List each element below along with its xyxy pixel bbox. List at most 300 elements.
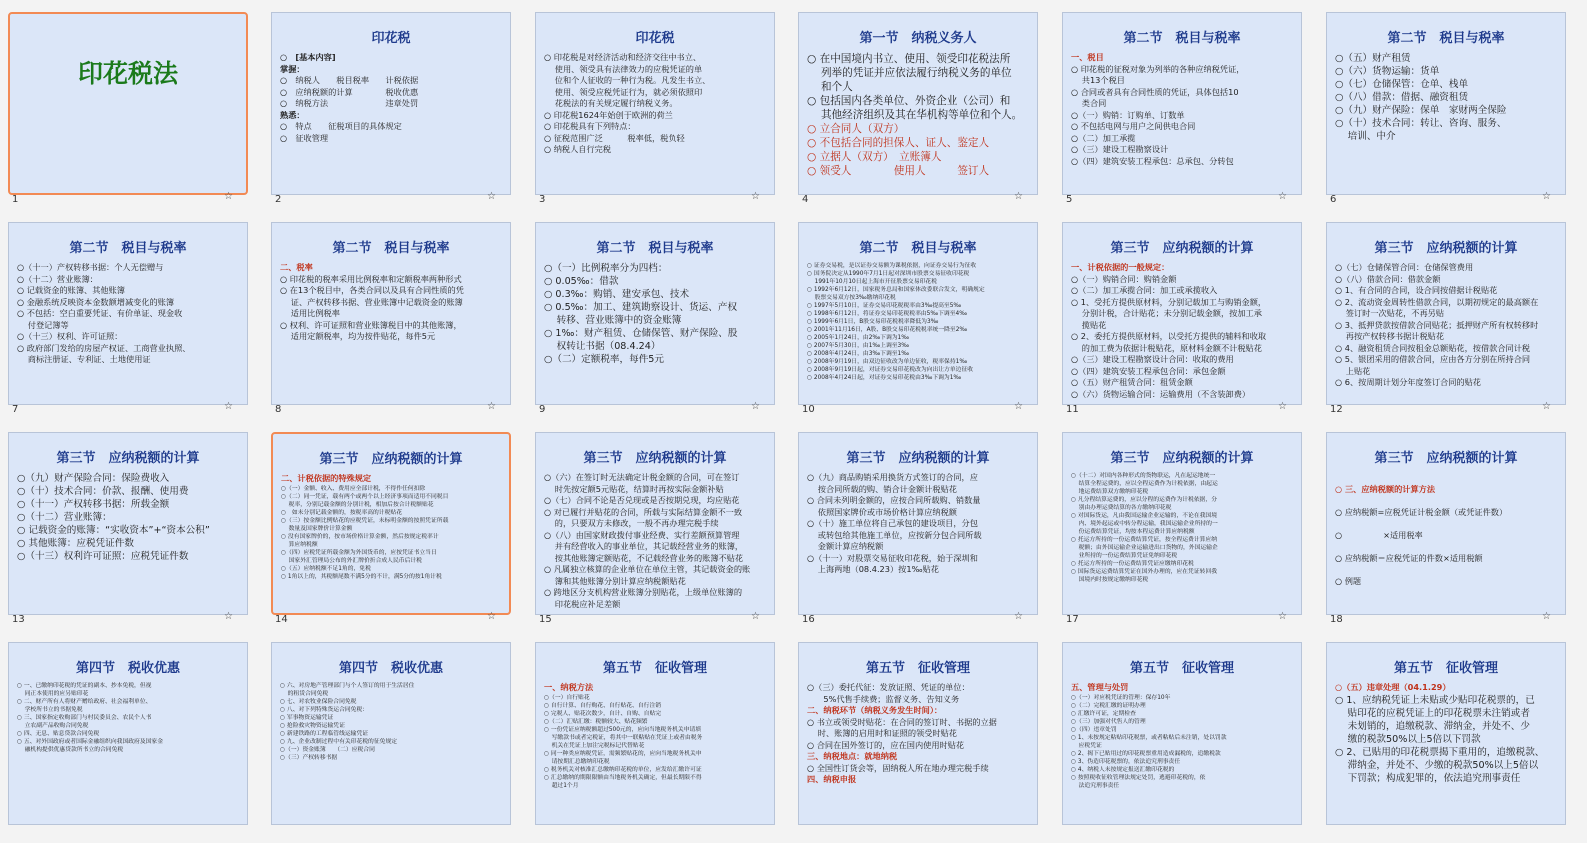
slide-thumbnail[interactable]: [535, 222, 775, 405]
slide-transition-star-icon[interactable]: ☆: [224, 611, 233, 622]
slide-text-line: 花税法的有关规定履行纳税义务。: [544, 98, 678, 108]
slide-body: [1071, 52, 1293, 167]
slide-body: [807, 682, 1029, 786]
slide-text-line: ○ 证券交易税，是以证券交易额为课税依据，向证券交易行为征收: [807, 263, 977, 269]
slide-title: 印花税: [371, 31, 411, 46]
slide-transition-star-icon[interactable]: ☆: [1014, 611, 1023, 622]
slide-text-line: 五、管理与处罚: [1071, 682, 1129, 692]
slide-text-line: ○ 五、对外国政府或者国际金融组织向我国政府及国家金: [17, 739, 164, 745]
slide-title: 印花税法: [77, 59, 178, 88]
slide-text-line: 分别计税，合计贴花；未分别记载金额，按加工承: [1071, 308, 1262, 318]
slide-text-line: 地运费结算双方缴纳印花税: [1071, 489, 1149, 495]
slide-title: 第五节 征收管理: [865, 661, 970, 676]
slide-transition-star-icon[interactable]: ☆: [751, 401, 760, 412]
slide-thumbnail-cell: [1318, 630, 1581, 840]
slide-text-line: ○（十一）对股票交易征收印花税，始于深圳和: [807, 552, 978, 563]
slide-text-line: 时、账簿的启用时和证照的领受时贴花: [807, 728, 957, 738]
slide-text-line: ○ 2001年11月16日，A股、B股交易印花税税率统一降至2‰: [807, 327, 968, 333]
slide-thumbnail[interactable]: [271, 432, 511, 615]
slide-text-line: 商标注册证、专利证、土地使用证: [17, 354, 151, 364]
slide-text-line: ○（五）财产租赁合同：租赁金额: [1071, 377, 1193, 387]
slide-title: 第四节 税收优惠: [338, 661, 443, 676]
slide-thumbnail-cell: [263, 210, 526, 420]
slide-thumbnail[interactable]: [271, 12, 511, 195]
slide-transition-star-icon[interactable]: ☆: [1278, 191, 1287, 202]
slide-body: [17, 472, 239, 563]
slide-text-line: ○（十）技术合同：价款、报酬、使用费: [17, 486, 189, 497]
slide-text-line: ○（十）施工单位将自己承包的建设项目，分包: [807, 518, 978, 528]
slide-text-line: 二、计税依据的特殊规定: [281, 473, 372, 483]
slide-text-line: 三、纳税地点：就地纳税: [807, 751, 898, 761]
slide-text-line: ○ 印花税的征税对象为列举的各种应纳税凭证，: [1071, 63, 1245, 74]
slide-text-line: ○（一）资金账簿 （二）应税合同: [280, 747, 375, 753]
slide-thumbnail-cell: [1318, 210, 1581, 420]
slide-text-line: ○ 军事物资运输凭证: [280, 715, 334, 721]
slide-text-line: 列举的凭证并应依法履行纳税义务的单位: [807, 67, 1012, 79]
slide-text-line: 的租赁合同免税: [280, 691, 329, 697]
slide-thumbnail-cell: [0, 420, 263, 630]
slide-thumbnail[interactable]: [798, 642, 1038, 825]
slide-number: 8: [275, 404, 282, 415]
slide-text-line: ○ 1、受托方提供原材料，分别记载加工与购销金额，: [1071, 296, 1267, 307]
slide-text-line: ○ 1999年6月1日，B股交易印花税税率降低为3‰: [807, 319, 939, 325]
slide-text-line: ○ 2008年4月24日起，对证券交易印花税由3‰下调为1‰: [807, 375, 962, 381]
slide-text-line: ○ 立据人（双方） 立账簿人: [807, 151, 942, 163]
slide-text-line: [1335, 518, 1557, 530]
slide-text-line: 付登记簿等: [17, 319, 69, 330]
slide-text-line: 掌握：: [280, 63, 305, 74]
slide-transition-star-icon[interactable]: ☆: [1542, 611, 1551, 622]
slide-transition-star-icon[interactable]: ☆: [751, 611, 760, 622]
slide-text-line: ○ 跨地区分支机构营业账簿分别贴花，上级单位账簿的: [544, 587, 743, 597]
slide-text-line: 未划销的，追缴税款、滞纳金，并处不、少: [1335, 720, 1530, 732]
slide-body: [807, 262, 1029, 382]
slide-body: [1071, 682, 1293, 790]
slide-body: [1335, 52, 1557, 143]
slide-text-line: [1335, 564, 1557, 576]
slide-text-line: ○（三）委托代征：发放证照、凭证的单位：: [807, 682, 970, 692]
slide-text-line: ○ 七、对农牧业保险合同免税: [280, 699, 357, 705]
slide-thumbnail-cell: [790, 420, 1053, 630]
slide-transition-star-icon[interactable]: ☆: [1014, 191, 1023, 202]
slide-text-line: ○（六）货物运输合同：运输费用（不含装卸费）: [1071, 388, 1251, 399]
slide-body: [1071, 472, 1293, 584]
slide-text-line: ○ 立合同人（双方）: [807, 123, 905, 135]
slide-text-line: ○（十三）权利、许可证照：: [17, 331, 123, 341]
slide-thumbnail[interactable]: [798, 222, 1038, 405]
slide-text-line: ○ 九、企业改制过程中有关印花税的征免规定: [280, 739, 398, 745]
slide-text-line: ○（二）加工承揽合同：加工或承揽收入: [1071, 285, 1218, 295]
slide-text-line: 业所持的一份运费结算凭证免纳印花税: [1071, 553, 1178, 559]
slide-text-line: ○ 没有国家牌价的，按市场价格计算金额，然后按规定税率计: [281, 533, 439, 540]
slide-text-line: 印花税应补足差额: [544, 598, 621, 609]
slide-title: 第二节 税目与税率: [1123, 31, 1241, 46]
slide-text-line: 簿和其他账簿分别计算应纳税额贴花: [544, 575, 686, 586]
slide-text-line: 国境内时按规定缴纳印花税: [1071, 577, 1149, 583]
slide-number: 7: [12, 404, 19, 415]
slide-text-line: 一、纳税方法: [544, 682, 594, 692]
slide-text-line: ○ 4、纳税人未按规定报送汇缴印花税的: [1071, 766, 1175, 773]
slide-transition-star-icon[interactable]: ☆: [487, 401, 496, 412]
slide-text-line: 国家外汇管理局公布的外汇牌价折合成人民币后计税: [281, 557, 422, 564]
slide-text-line: [1335, 472, 1557, 484]
slide-text-line: ○ 2008年9月19日起，对证券交易印花税改为向出让方单边征收: [807, 367, 974, 373]
slide-thumbnail[interactable]: [535, 12, 775, 195]
slide-text-line: ○（二）加工承揽: [1071, 132, 1136, 143]
slide-text-line: 权转让书据（08.4.24）: [544, 341, 661, 352]
slide-text-line: 算应纳税额: [281, 541, 318, 548]
slide-text-line: ○（二）汇贴汇缴：税额较大、贴花频繁: [544, 718, 648, 725]
slide-body: [1335, 262, 1557, 389]
slide-thumbnail[interactable]: [8, 12, 248, 195]
slide-text-line: ○ 同一种类应纳税凭证，需频繁贴花的，应向当地税务机关申: [544, 750, 702, 757]
slide-transition-star-icon[interactable]: ☆: [224, 191, 233, 202]
slide-text-line: ○（八）借款合同：借款金额: [1335, 273, 1441, 284]
slide-transition-star-icon[interactable]: ☆: [1542, 191, 1551, 202]
slide-text-line: 超过1个月: [544, 782, 579, 789]
slide-text-line: ○（四）建筑安装工程承包合同：承包金额: [1071, 365, 1226, 376]
slide-text-line: 1991年10月10日起上海市开征股票交易印花税: [807, 279, 937, 285]
slide-text-line: ○ 征税范围广泛 税率低，税负轻: [544, 132, 685, 143]
slide-text-line: ○ 托运方所持的一份运费结算凭证应缴纳印花税: [1071, 561, 1194, 567]
slide-transition-star-icon[interactable]: ☆: [224, 401, 233, 412]
slide-text-line: ○ 0.5‰：加工、建筑勘察设计、货运、产权: [544, 302, 738, 313]
slide-text-line: 类合同: [1071, 98, 1107, 108]
slide-text-line: ○（七）仓储保管合同：仓储保管费用: [1335, 262, 1474, 272]
slide-thumbnail[interactable]: [271, 642, 511, 825]
slide-text-line: ○ 税务机关对核准汇总缴纳印花税的单位，应发给汇缴许可证: [544, 766, 702, 773]
slide-number: 6: [1330, 194, 1337, 205]
slide-text-line: 同正本使用的应另贴印花: [17, 691, 89, 697]
slide-text-line: ○ 包括国内各类单位、外资企业（公司）和: [807, 95, 1011, 107]
slide-text-line: 二、税率: [280, 262, 313, 272]
slide-text-line: ○ 1、未按规定粘贴印花税票，或者粘贴后未注销，处以罚款: [1071, 734, 1227, 741]
slide-number: 1: [12, 194, 19, 205]
slide-text-line: ○（一）自行贴花: [544, 694, 590, 701]
slide-body: [807, 472, 1029, 576]
slide-text-line: 培训、中介: [1335, 131, 1396, 142]
slide-body: [544, 682, 766, 790]
slide-thumbnail[interactable]: [8, 642, 248, 825]
slide-text-line: 二、纳税环节（纳税义务发生时间）：: [807, 705, 943, 715]
slide-text-line: 一、计税依据的一般规定：: [1071, 262, 1170, 272]
slide-text-line: 上贴花: [1335, 365, 1371, 376]
slide-text-line: ○ 应纳税额=应税凭证计税金额（或凭证件数）: [1335, 506, 1508, 517]
slide-text-line: 或转包给其他施工单位，应按新分包合同所载: [807, 529, 982, 540]
slide-number: 18: [1330, 614, 1343, 625]
slide-text-line: ○（八）由国家财政拨付事业经费、实行差额预算管理: [544, 529, 740, 540]
slide-text-line: ○ 汇缴许可证，定期检查: [1071, 710, 1136, 717]
slide-thumbnail[interactable]: [798, 432, 1038, 615]
slide-text-line: ○（六）在签订时无法确定计税金额的合同，可在签订: [544, 472, 740, 482]
slide-text-line: ○（十二）对国内各种形式的货物联运，凡在起运地统一: [1071, 473, 1216, 479]
slide-text-line: ○ 权利、许可证照和营业账簿税目中的其他账簿，: [280, 319, 462, 330]
slide-text-line: ○ 在13个税目中，各类合同以及具有合同性质的凭: [280, 285, 464, 295]
slide-text-line: ○ 六、对房地产管理部门与个人签订的用于生活居住: [280, 683, 415, 689]
slide-text-line: 缴的税款50%以上5倍以下罚款: [1335, 733, 1481, 745]
slide-text-line: ○（八）借款：借据、融资租赁: [1335, 92, 1469, 103]
slide-text-line: ○（三）产权转移书据: [280, 755, 338, 761]
slide-body: [17, 682, 239, 754]
slide-number: 10: [802, 404, 815, 415]
slide-text-line: 的加工费为依据计税贴花，原材料金额不计税贴花: [1071, 342, 1262, 353]
slide-thumbnail-cell: [263, 0, 526, 210]
slide-thumbnail[interactable]: [1326, 642, 1566, 825]
slide-text-line: ○ 特点 征税项目的具体规定: [280, 121, 402, 131]
slide-text-line: 贴印花的应税凭证上的印花税票未注销或者: [1335, 707, 1530, 719]
slide-text-line: ○（三）建设工程勘察设计合同：收取的费用: [1071, 354, 1234, 364]
slide-text-line: ○（二）同一凭证，载有两个或两个以上经济事项而适用不同税目: [281, 493, 449, 500]
slide-thumbnail[interactable]: [1326, 222, 1566, 405]
slide-text-line: ○（十一）产权转移书据：所载金额: [17, 499, 170, 510]
slide-text-line: 熟悉：: [280, 109, 305, 120]
slide-text-line: 机关在凭证上加注完税标记代替贴花: [544, 742, 645, 749]
slide-text-line: ○ 0.3‰：购销、建安承包、技术: [544, 289, 690, 300]
slide-body: [544, 262, 766, 366]
slide-number: 2: [275, 194, 282, 205]
slide-text-line: 法追究刑事责任: [1071, 782, 1120, 789]
slide-text-line: 税额；由外国运输企业运输进出口货物的，外国运输企: [1071, 545, 1218, 551]
slide-text-line: ○ 汇总缴纳的期限限额由当地税务机关确定，但最长期限不得: [544, 774, 702, 781]
slide-text-line: ○（七）合同不论是否兑现或是否按期兑现，均应贴花: [544, 495, 740, 505]
slide-text-line: ○ 一、已缴纳印花税的凭证的副本、抄本免税，但视: [17, 683, 152, 689]
slide-text-line: ○ 按照税收征收管理法规定处罚，逃避印花税的，依: [1071, 774, 1206, 781]
slide-text-line: ○ 凡属独立核算的企业单位在单位主管，其记载资金的账: [544, 564, 751, 574]
slide-text-line: ○ 金融系统反映资本金数额增减变化的账簿: [17, 296, 175, 307]
slide-thumbnail-cell: [790, 630, 1053, 840]
slide-transition-star-icon[interactable]: ☆: [487, 191, 496, 202]
slide-text-line: ○ 纳税方法 违章处罚: [280, 98, 419, 108]
slide-text-line: 共13个税目: [1071, 75, 1125, 85]
slide-text-line: 上海两地（08.4.23）按1‰贴花: [807, 564, 939, 574]
slide-text-line: ○（十二）营业账簿：: [17, 512, 112, 523]
slide-text-line: 时先按定额5元贴花，结算时再按实际金额补贴: [544, 483, 724, 494]
slide-title: 第三节 应纳税额的计算: [1374, 451, 1518, 466]
slide-transition-star-icon[interactable]: ☆: [1278, 401, 1287, 412]
slide-text-line: 数量及国家牌价计算金额: [281, 525, 353, 532]
slide-text-line: ○ 新建铁路的工程临管线运输凭证: [280, 731, 369, 737]
slide-number: 12: [1330, 404, 1343, 415]
slide-text-line: ○（九）商品购销采用换货方式签订的合同，应: [807, 472, 978, 482]
slide-transition-star-icon[interactable]: ☆: [1542, 401, 1551, 412]
slide-text-line: ○ 国际货运运费结算凭证在国外办理的，应在凭证转回我: [1071, 569, 1218, 575]
slide-text-line: ○ 印花税是对经济活动和经济交往中书立、: [544, 52, 702, 62]
slide-body: [1335, 682, 1557, 785]
slide-title: 第一节 纳税义务人: [859, 31, 977, 46]
slide-thumbnail-cell: [527, 0, 790, 210]
slide-text-line: ○（四）违章处罚: [1071, 726, 1117, 733]
slide-text-line: ○ 2007年5月30日，由1‰上调至3‰: [807, 343, 910, 349]
slide-thumbnail-cell: [527, 420, 790, 630]
slide-text-line: ○ 书立或领受时贴花：在合同的签订时、书据的立据: [807, 716, 997, 727]
slide-text-line: ○ 印花税1624年始创于欧洲的荷兰: [544, 109, 673, 120]
slide-text-line: [1335, 495, 1557, 507]
slide-thumbnail[interactable]: [535, 432, 775, 615]
slide-text-line: ○ 纳税人 税目税率 计税依据: [280, 75, 419, 85]
slide-text-line: ○ 印花税的税率采用比例税率和定额税率两种形式: [280, 273, 462, 284]
slide-thumbnail-cell: [1318, 0, 1581, 210]
slide-number: 3: [539, 194, 546, 205]
slide-text-line: 和个人: [807, 81, 853, 93]
slide-text-line: 使用、领受具有法律效力的应税凭证的单: [544, 63, 703, 74]
slide-text-line: ○ 1992年6月12日，国家税务总局和国家体改委联合发文，明确规定: [807, 287, 985, 293]
slide-text-line: 揽贴花: [1071, 319, 1107, 330]
slide-title: 第五节 征收管理: [1393, 661, 1498, 676]
slide-text-line: ○ 合同未列明金额的，应按合同所载购、销数量: [807, 495, 981, 505]
slide-thumbnail-cell: [263, 420, 526, 630]
slide-text-line: ○ 1‰：财产租赁、仓储保管、财产保险、股: [544, 328, 738, 339]
slide-title: 第二节 税目与税率: [332, 241, 450, 256]
slide-text-line: ○（一）购销：订购单、订数单: [1071, 109, 1185, 120]
slide-text-line: ○（十二）营业账簿：: [17, 273, 98, 284]
slide-text-line: ○ 不包括：空白重要凭证、有价单证、现金收: [17, 308, 183, 318]
slide-body: [544, 52, 766, 156]
slide-text-line: ○ 八、对下列特殊货运合同免税：: [280, 707, 369, 713]
slide-text-line: 滞纳金，并处不、少缴的税款50%以上5倍以: [1335, 759, 1539, 771]
slide-text-line: ○（九）财产保险合同：保险费收入: [17, 473, 170, 484]
slide-thumbnail-cell: [0, 630, 263, 840]
slide-title: 第三节 应纳税额的计算: [1110, 241, 1254, 256]
slide-text-line: ○ 不包括电网与用户之间供电合同: [1071, 121, 1196, 131]
slide-transition-star-icon[interactable]: ☆: [1014, 401, 1023, 412]
slide-text-line: ○ 不包括合同的担保人、证人、鉴定人: [807, 137, 990, 149]
slide-text-line: 一、税目: [1071, 52, 1104, 62]
slide-text-line: 证、产权转移书据、营业账簿中记载资金的账簿: [280, 296, 463, 307]
slide-text-line: ○（九）财产保险：保单 家财两全保险: [1335, 105, 1507, 116]
slide-text-line: ○ 5、银团采用的借款合同，应由各方分别在所持合同: [1335, 354, 1531, 364]
slide-body: [807, 52, 1029, 178]
slide-text-line: ○（十）技术合同：转让、咨询、服务、: [1335, 118, 1507, 129]
slide-text-line: ○ 全国性订货会等，固纳税人所在地办理完税手续: [807, 762, 989, 773]
slide-text-line: ○ 在中国境内书立、使用、领受印花税法所: [807, 53, 1011, 65]
slide-body: [280, 52, 502, 144]
slide-thumbnail[interactable]: [1062, 222, 1302, 405]
slide-text-line: 并有经营收入的事业单位，其记载经营业务的账簿，: [544, 541, 744, 551]
slide-text-line: ○（三）按金额比例贴花的应税凭证，未标明金额的按照凭证所载: [281, 517, 449, 524]
slide-thumbnail[interactable]: [271, 222, 511, 405]
slide-transition-star-icon[interactable]: ☆: [487, 611, 496, 622]
slide-text-line: ○ 印花税具有下列特点：: [544, 121, 636, 131]
slide-text-line: ○ 记载资金的账簿：“实收资本”+“资本公积”: [17, 525, 210, 536]
slide-thumbnail[interactable]: [1062, 642, 1302, 825]
slide-text-line: ○ 抢险救灾物资运输凭证: [280, 723, 345, 729]
slide-text-line: ○ 凡分程结算运费的，应以分程的运费作为计税依据，分: [1071, 497, 1218, 503]
slide-text-line: ○ 2、流动资金周转性借款合同，以期初规定的最高额在: [1335, 296, 1539, 307]
slide-text-line: 按合同所载的购、销合计金额计税贴花: [807, 483, 957, 494]
slide-thumbnail[interactable]: [8, 432, 248, 615]
slide-text-line: 请按期汇总缴纳印花税: [544, 758, 610, 765]
slide-thumbnail[interactable]: [8, 222, 248, 405]
slide-text-line: ○ 自行计算、自行购花、自行贴花、自行注销: [544, 702, 662, 709]
slide-text-line: ○ 1997年5月10日，证券交易印花税税率由3‰提高至5‰: [807, 303, 962, 309]
slide-text-line: ○ 对已履行并贴花的合同，所载与实际结算金额不一致: [544, 506, 743, 517]
slide-text-line: 税率，分别记载金额的分别计税，相加后按合计税额贴花: [281, 501, 434, 508]
slide-text-line: 位和个人征收的一种行为税。凡发生书立、: [544, 75, 711, 85]
slide-text-line: ○ 1角以上的，其税额尾数不满5分的不计，满5分的按1角计税: [281, 573, 442, 580]
slide-text-line: ○ 2005年1月24日，由2‰下调为1‰: [807, 335, 910, 341]
slide-text-line: 立农副产品收购合同免税: [17, 723, 89, 729]
slide-transition-star-icon[interactable]: ☆: [1278, 611, 1287, 622]
slide-number: 17: [1066, 614, 1079, 625]
slide-thumbnail[interactable]: [798, 12, 1038, 195]
slide-thumbnail[interactable]: [535, 642, 775, 825]
slide-text-line: ○ 4、融资租赁合同按租金总额贴花，按借款合同计税: [1335, 342, 1531, 353]
slide-text-line: ○ 一份凭证应纳税额超过500元的，应向当地税务机关申请填: [544, 726, 702, 733]
slide-thumbnail-cell: [1318, 420, 1581, 630]
slide-number: 15: [539, 614, 552, 625]
slide-title: 第二节 税目与税率: [596, 241, 714, 256]
slide-body: [1071, 262, 1293, 400]
slide-transition-star-icon[interactable]: ☆: [751, 191, 760, 202]
slide-text-line: 5%代售手续费；监督义务、告知义务: [807, 693, 960, 704]
slide-text-line: 依照国家牌价或市场价格计算应纳税额: [807, 506, 957, 517]
slide-text-line: ○（十三）权利许可证照：应税凭证件数: [17, 551, 189, 562]
slide-text-line: 金额计算应纳税额: [807, 541, 884, 551]
slide-text-line: ○ 政府部门发给的房屋产权证、工商营业执照、: [17, 342, 191, 353]
slide-title: 第二节 税目与税率: [1387, 31, 1505, 46]
slide-thumbnail-cell: [790, 210, 1053, 420]
slide-text-line: 学校所书立的书据免税: [17, 707, 83, 713]
slide-text-line: ○ 2、已贴用的印花税票揭下重用的，追缴税款、: [1335, 746, 1545, 758]
slide-text-line: ○（三）建设工程勘察设计: [1071, 144, 1169, 154]
slide-text-line: [1335, 541, 1557, 553]
slide-title: 第三节 应纳税额的计算: [846, 451, 990, 466]
slide-number: 13: [12, 614, 25, 625]
slide-thumbnail-cell: [1054, 630, 1317, 840]
slide-text-line: 应税凭证: [1071, 742, 1102, 749]
slide-text-line: ○ 应纳税额＝应税凭证的件数×适用税额: [1335, 552, 1483, 563]
slide-text-line: 别由办理运费结算的各方缴纳印花税: [1071, 505, 1172, 511]
slide-text-line: ○ 6、按周期计划分年度签订合同的贴花: [1335, 377, 1481, 387]
slide-number: 9: [539, 404, 546, 415]
slide-thumbnail[interactable]: [1062, 432, 1302, 615]
slide-thumbnail[interactable]: [1062, 12, 1302, 195]
slide-text-line: 转移、营业账簿中的资金账簿: [544, 315, 682, 326]
slide-text-line: 份运费结算凭证，均按本程运费计算应纳税额: [1071, 529, 1195, 535]
slide-text-line: ○ 国务院决定从1990年7月1日起对深圳市股票交易征收印花税: [807, 271, 970, 277]
slide-thumbnail[interactable]: [1326, 12, 1566, 195]
slide-text-line: ○ 合同或者具有合同性质的凭证，具体包括10: [1071, 86, 1239, 97]
slide-text-line: ○ 2008年9月19日，由双边征收改为单边征收，税率保持1‰: [807, 359, 968, 365]
slide-text-line: ○ 1998年6月12日，将证券交易印花税税率由5‰下调至4‰: [807, 311, 967, 317]
slide-text-line: ○ 三、应纳税额的计算方法: [1335, 483, 1436, 494]
slide-text-line: ○ 领受人 使用人 签订人: [807, 165, 990, 177]
slide-thumbnail[interactable]: [1326, 432, 1566, 615]
slide-text-line: 适用比例税率: [280, 308, 340, 318]
slide-title: 第三节 应纳税额的计算: [56, 451, 200, 466]
slide-text-line: 融机构提供优惠贷款所书立的合同免税: [17, 747, 124, 753]
slide-text-line: ○ 3、伪造印花税票的，依法追究刑事责任: [1071, 758, 1181, 765]
slide-text-line: ○（五）应纳税额不足1角的，免税: [281, 565, 371, 572]
slide-number: 11: [1066, 404, 1079, 415]
slide-text-line: ○（一）金额、收入、费用应全部计税，不得作任何扣除: [281, 485, 426, 492]
slide-text-line: ○ 合同在国外签订的，应在国内使用时贴花: [807, 739, 965, 750]
slide-text-line: ○（二）完税汇缴的证明办理: [1071, 702, 1146, 709]
slide-text-line: ○ 应纳税额的计算 税收优惠: [280, 86, 419, 97]
slide-text-line: ○（十一）产权转移书据：个人无偿赠与: [17, 262, 164, 272]
slide-text-line: 结算全程运费的，应以全程运费作为计税依据，由起运: [1071, 481, 1218, 487]
slide-thumbnail-cell: [263, 630, 526, 840]
slide-text-line: ○ 记载资金的账簿、其他账簿: [17, 285, 125, 295]
slide-text-line: ○（六）货物运输：货单: [1335, 66, 1440, 77]
slide-text-line: 四、纳税申报: [807, 774, 857, 784]
slide-body: [544, 472, 766, 610]
slide-number: 16: [802, 614, 815, 625]
slide-number: 4: [802, 194, 809, 205]
slide-thumbnail-cell: [1054, 0, 1317, 210]
slide-body: [281, 473, 501, 581]
slide-text-line: ○（七）仓储保管：仓单、栈单: [1335, 79, 1469, 90]
